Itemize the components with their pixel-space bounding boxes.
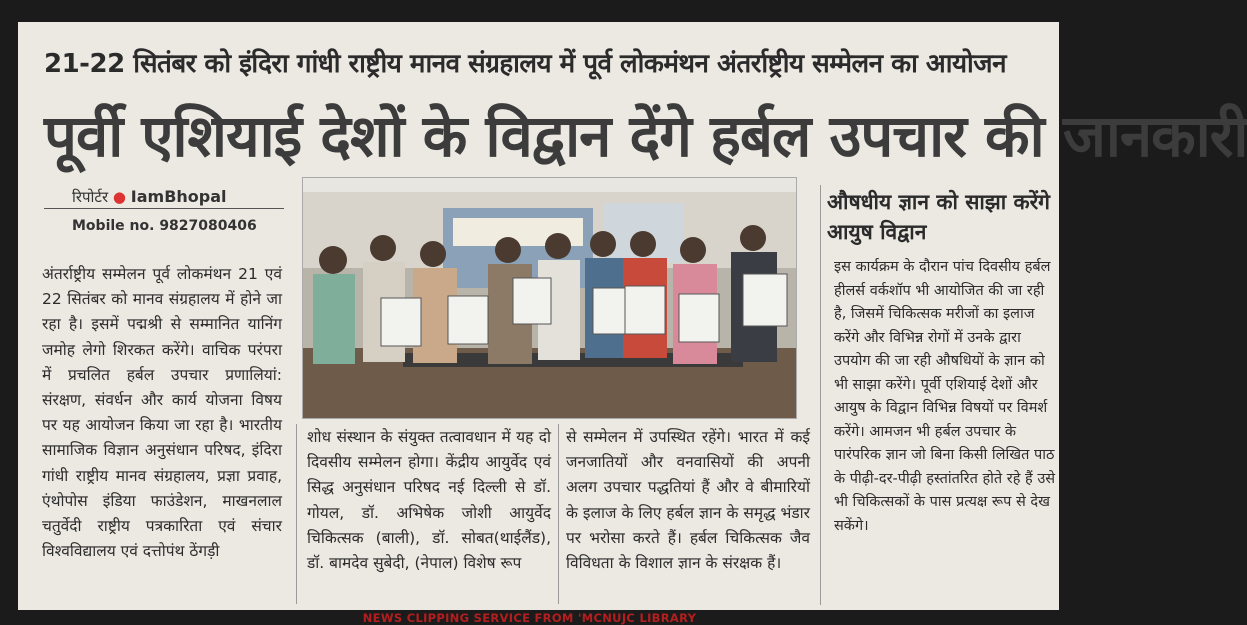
byline-dot-icon: ●: [112, 188, 126, 206]
event-photo: [302, 177, 797, 419]
sidebar-body: इस कार्यक्रम के दौरान पांच दिवसीय हर्बल हीलर्स वर्कशॉप भी आयोजित की जा रही है, जिसमें चिकित्सक मरीजों का इलाज करेंगे और विभिन्न रोगों में उनके द्वारा उपयोग की जा रही औषधियों के ज्ञान को भी साझा करेंगे। पूर्वी एशियाई देशों और आयुष के विद्वान विभिन्न विषयों पर विमर्श करेंगे। आमजन भी हर्बल उपचार के पारंपरिक ज्ञान जो बिना किसी लिखित पाठ के पीढ़ी-दर-पीढ़ी हस्तांतरित होते रहे हैं उसे भी चिकित्सकों के पास प्रत्यक्ष रूप से देख सकेंगे।: [834, 259, 1056, 534]
event-photo-image: [303, 178, 796, 418]
reporter-mobile: Mobile no. 9827080406: [72, 218, 257, 234]
article-kicker: 21-22 सितंबर को इंदिरा गांधी राष्ट्रीय मानव संग्रहालय में पूर्व लोकमंथन अंतर्राष्ट्रीय सम्मेलन का आयोजन: [44, 49, 1006, 79]
reporter-name: IamBhopal: [130, 187, 227, 206]
byline-divider: [44, 208, 284, 209]
article-column-2: शोध संस्थान के संयुक्त तत्वावधान में यह दो दिवसीय सम्मेलन होगा। केंद्रीय आयुर्वेद एवं सिद्ध अनुसंधान परिषद नई दिल्ली से डॉ. गोयल, डॉ. अभिषेक जोशी आयुर्वेद चिकित्सक (बाली), डॉ. सोबत(थाईलैंड), डॉ. बामदेव सुबेदी, (नेपाल) विशेष रूप: [307, 428, 551, 573]
reporter-label: रिपोर्टर: [72, 188, 109, 206]
clipping-footer: NEWS CLIPPING SERVICE FROM 'MCNUJC LIBRARY: [362, 611, 697, 625]
reporter-byline: [72, 187, 272, 207]
article-column-1: अंतर्राष्ट्रीय सम्मेलन पूर्व लोकमंथन 21 एवं 22 सितंबर को मानव संग्रहालय में होने जा रहा है। इसमें पद्मश्री से सम्मानित यानिंग जमोह लेगो शिरकत करेंगे। वाचिक परंपरा में प्रचलित हर्बल उपचार प्रणालियां: संरक्षण, संवर्धन और कार्य योजना विषय पर यह आयोजन किया जा रहा है। भारतीय सामाजिक विज्ञान अनुसंधान परिषद, इंदिरा गांधी राष्ट्रीय मानव संग्रहालय, प्रज्ञा प्रवाह, एंथोपोस इंडिया फाउंडेशन, माखनलाल चतुर्वेदी राष्ट्रीय पत्रकारिता एवं संचार विश्वविद्यालय एवं दत्तोपंथ ठेंगड़ी: [42, 265, 282, 561]
sidebar-heading: औषधीय ज्ञान को साझा करेंगे आयुष विद्वान: [827, 190, 1051, 244]
column-divider: [296, 424, 297, 604]
column-divider: [558, 424, 559, 604]
article-headline: पूर्वी एशियाई देशों के विद्वान देंगे हर्बल उपचार की जानकारी: [44, 102, 1247, 170]
article-column-3: से सम्मेलन में उपस्थित रहेंगे। भारत में कई जनजातियों और वनवासियों की अपनी अलग उपचार पद्धतियां हैं और वे बीमारियों के इलाज के लिए हर्बल ज्ञान के समृद्ध भंडार पर भरोसा करते हैं। हर्बल चिकित्सक जैव विविधता के विशाल ज्ञान के संरक्षक हैं।: [566, 428, 810, 573]
sidebar-divider: [820, 185, 821, 605]
